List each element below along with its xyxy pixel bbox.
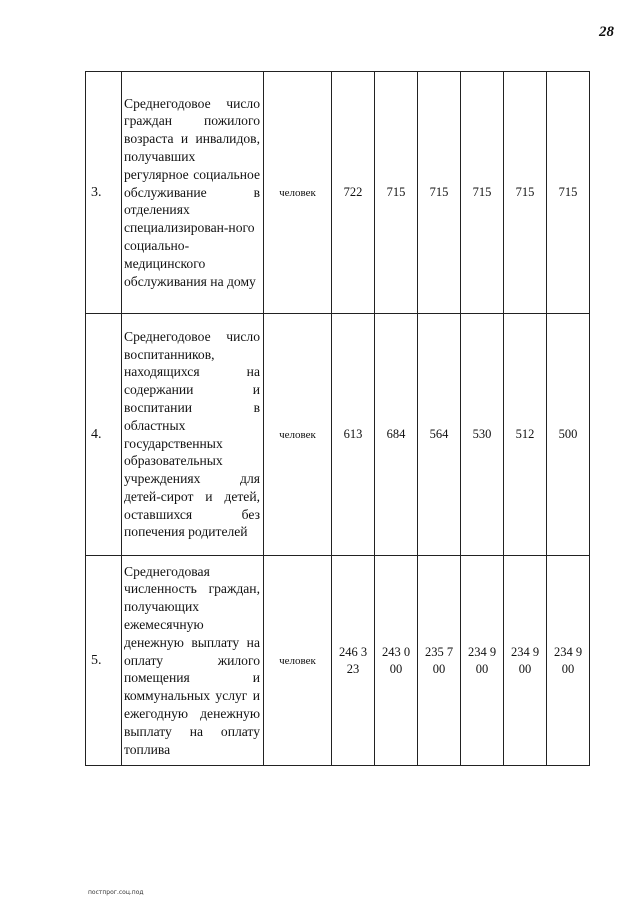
value-cell: 530 (461, 314, 504, 556)
footer-file-label: постпрог.соц.под (88, 889, 144, 896)
value-cell: 235 700 (418, 556, 461, 766)
value-cell: 715 (418, 72, 461, 314)
value-cell: 234 900 (461, 556, 504, 766)
value-cell: 246 323 (332, 556, 375, 766)
indicators-table (85, 71, 590, 766)
table-row (86, 556, 590, 766)
row-number: 4. (86, 314, 122, 556)
value-cell: 512 (504, 314, 547, 556)
value-cell: 684 (375, 314, 418, 556)
value-cell: 564 (418, 314, 461, 556)
value-cell: 500 (547, 314, 590, 556)
page-number: 28 (599, 24, 614, 40)
indicator-name: Среднегодовое число граждан пожилого возраста и инвалидов, получавших регулярное социальное обслуживание в отделениях специализирован-ного социально-медицинского обслуживания на дому (122, 72, 264, 314)
value-cell: 715 (461, 72, 504, 314)
table-row (86, 314, 590, 556)
value-cell: 234 900 (547, 556, 590, 766)
value-cell: 243 000 (375, 556, 418, 766)
value-cell: 234 900 (504, 556, 547, 766)
unit-cell: человек (264, 556, 332, 766)
value-cell: 613 (332, 314, 375, 556)
unit-cell: человек (264, 314, 332, 556)
table-row (86, 72, 590, 314)
value-cell: 715 (547, 72, 590, 314)
unit-cell: человек (264, 72, 332, 314)
row-number: 3. (86, 72, 122, 314)
value-cell: 715 (504, 72, 547, 314)
indicator-name: Среднегодовая численность граждан, получающих ежемесячную денежную выплату на оплату жилого помещения и коммунальных услуг и ежегодную денежную выплату на оплату топлива (122, 556, 264, 766)
row-number: 5. (86, 556, 122, 766)
value-cell: 715 (375, 72, 418, 314)
value-cell: 722 (332, 72, 375, 314)
indicator-name: Среднегодовое число воспитанников, находящихся на содержании и воспитании в областных государственных образовательных учреждениях для детей-сирот и детей, оставшихся без попечения родителей (122, 314, 264, 556)
